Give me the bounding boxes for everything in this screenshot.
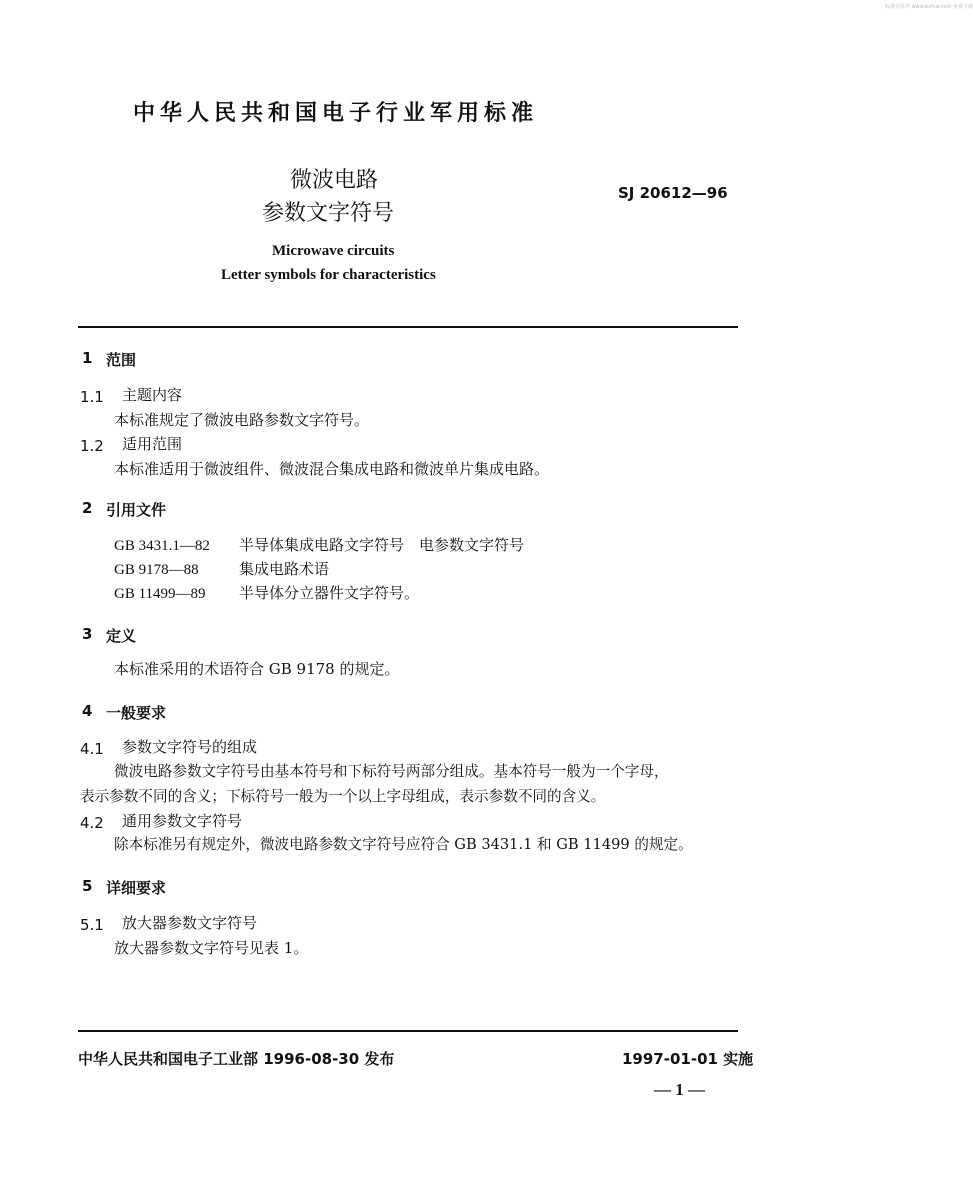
- section-3-text: 本标准采用的术语符合 GB 9178 的规定。: [114, 660, 400, 678]
- footer-divider: [78, 1030, 738, 1032]
- section-4-2-title: 通用参数文字符号: [122, 812, 243, 830]
- section-4-1-title: 参数文字符号的组成: [122, 738, 258, 756]
- section-4-2-number: 4.2: [80, 814, 104, 832]
- ref-code: GB 3431.1—82: [114, 538, 210, 554]
- ref-name: 半导体分立器件文字符号。: [239, 584, 420, 602]
- title-cn-line1: 微波电路: [290, 168, 379, 193]
- ref-name: 集成电路术语: [239, 560, 330, 578]
- section-1-1-text: 本标准规定了微波电路参数文字符号。: [114, 411, 370, 429]
- section-5-1-title: 放大器参数文字符号: [122, 914, 258, 932]
- section-3-number: 3: [82, 625, 93, 643]
- watermark: 标准分享网 www.bzfxw.com 免费下载: [885, 4, 973, 10]
- title-en-line2: Letter symbols for characteristics: [221, 267, 436, 283]
- section-1-1-title: 主题内容: [122, 386, 183, 404]
- section-4-1-text-line2: 表示参数不同的含义；下标符号一般为一个以上字母组成，表示参数不同的含义。: [80, 788, 606, 805]
- section-1-1-number: 1.1: [80, 388, 104, 406]
- title-cn-line2: 参数文字符号: [262, 201, 395, 226]
- section-4-title: 一般要求: [106, 704, 167, 722]
- section-5-1-number: 5.1: [80, 916, 104, 934]
- title-en-line1: Microwave circuits: [272, 243, 395, 259]
- section-1-2-text: 本标准适用于微波组件、微波混合集成电路和微波单片集成电路。: [114, 460, 550, 478]
- section-4-number: 4: [82, 702, 93, 720]
- standard-body-title: 中华人民共和国电子行业军用标准: [133, 101, 539, 126]
- section-2-number: 2: [82, 499, 93, 517]
- standard-code: SJ 20612—96: [618, 184, 728, 202]
- section-4-1-text-line1: 微波电路参数文字符号由基本符号和下标符号两部分组成。基本符号一般为一个字母，: [114, 763, 669, 780]
- section-1-title: 范围: [106, 351, 137, 369]
- ref-name: 半导体集成电路文字符号 电参数文字符号: [239, 536, 525, 554]
- section-2-title: 引用文件: [106, 501, 167, 519]
- section-5-1-text: 放大器参数文字符号见表 1。: [114, 939, 309, 957]
- page-number: — 1 —: [654, 1080, 705, 1099]
- section-1-2-title: 适用范围: [122, 435, 183, 453]
- section-5-title: 详细要求: [106, 879, 167, 897]
- section-1-number: 1: [82, 349, 93, 367]
- section-4-1-number: 4.1: [80, 740, 104, 758]
- effective-date: 1997-01-01 实施: [622, 1050, 754, 1068]
- ref-code: GB 9178—88: [114, 562, 199, 578]
- section-3-title: 定义: [106, 627, 137, 645]
- ref-code: GB 11499—89: [114, 586, 206, 602]
- header-divider: [78, 326, 738, 328]
- issuer-line: 中华人民共和国电子工业部 1996-08-30 发布: [78, 1050, 395, 1068]
- section-1-2-number: 1.2: [80, 437, 104, 455]
- section-4-2-text: 除本标准另有规定外，微波电路参数文字符号应符合 GB 3431.1 和 GB 11499 的规定。: [114, 836, 693, 853]
- section-5-number: 5: [82, 877, 93, 895]
